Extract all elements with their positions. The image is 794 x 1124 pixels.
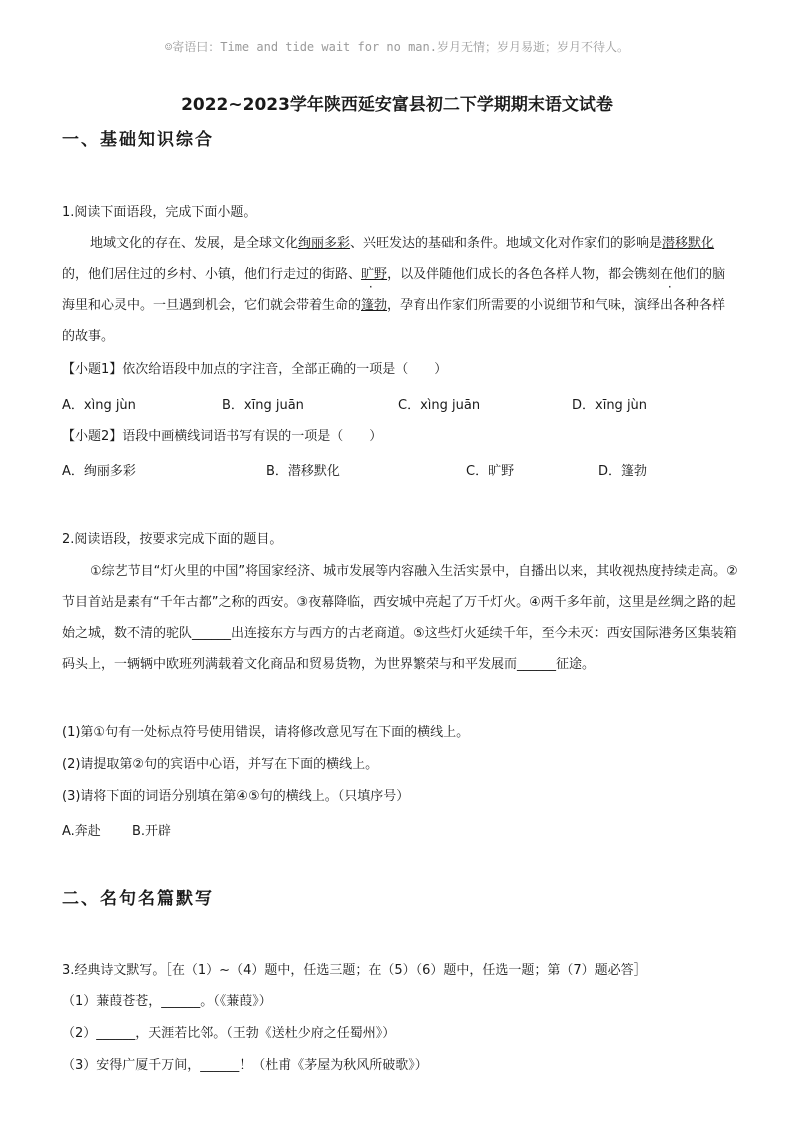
q1-sub1-option-b[interactable]: B．xīng juān bbox=[222, 398, 304, 413]
underlined-word-1: 绚丽多彩 bbox=[298, 236, 351, 251]
q1-sub1: 【小题1】依次给语段中加点的字注音，全部正确的一项是（ ） bbox=[62, 362, 448, 377]
underlined-word-3: 旷野 bbox=[361, 267, 388, 282]
q3-line-1: （1）蒹葭苍苍，______。（《蒹葭》） bbox=[62, 994, 272, 1009]
q1-intro: 1.阅读下面语段，完成下面小题。 bbox=[62, 205, 257, 220]
q1-sub2-option-b[interactable]: B．潜移默化 bbox=[266, 464, 340, 479]
q1-sub1-option-d[interactable]: D．xīng jùn bbox=[572, 398, 648, 413]
q1-sub1-option-a[interactable]: A．xìng jùn bbox=[62, 398, 136, 413]
page-title: 2022~2023学年陕西延安富县初二下学期期末语文试卷 bbox=[181, 95, 613, 115]
q2-sub3: (3)请将下面的词语分别填在第④⑤句的横线上。（只填序号） bbox=[62, 789, 410, 804]
q1-sub1-option-c[interactable]: C．xìng juān bbox=[398, 398, 481, 413]
underlined-word-4: 篷勃 bbox=[361, 298, 388, 313]
q3-line-2: （2）______，天涯若比邻。（王勃《送杜少府之任蜀州》） bbox=[62, 1026, 396, 1041]
q2-passage: ①综艺节目“灯火里的中国”将国家经济、城市发展等内容融入生活实景中，自播出以来，其收视热度持续走高。②节目首站是素有“千年古都”之称的西安。③夜幕降临，西安城中亮起了万千灯火。④两千多年前，这里是丝绸之路的起始之城，数不清的驼队______出连接东方与西方的古老商道。⑤这些灯火延续千年，至今未灭：西安国际港务区集装箱码头上，一辆辆中欧班列满载着文化商品和贸易货物，为世界繁荣与和平发展而______征途。 bbox=[62, 564, 738, 672]
q3-intro: 3.经典诗文默写。［在（1）~（4）题中，任选三题；在（5）（6）题中，任选一题；第（7）题必答］ bbox=[62, 963, 647, 978]
q3-line-3: （3）安得广厦千万间，______！（杜甫《茅屋为秋风所破歌》） bbox=[62, 1058, 428, 1073]
q1-passage: 地域文化的存在、发展，是全球文化绚丽多彩、兴旺发达的基础和条件。地域文化对作家们的影响是潜移默化的，他们居住过的乡村、小镇，他们行走过的街路 ·、旷野，以及伴随他们成长的各色各样人物，都会镌 ·刻在他们的脑海里和心灵中。一旦遇到机会，它们就会带着生命的篷勃，孕育出作家们所需要的小说细节和气味，演绎出各种各样的故事。 bbox=[62, 228, 738, 352]
q1-sub2-option-d[interactable]: D．篷勃 bbox=[598, 464, 648, 479]
q1-sub2-option-c[interactable]: C．旷野 bbox=[466, 464, 515, 479]
header-motto: ☺寄语曰：Time and tide wait for no man.岁月无情；岁月易逝；岁月不待人。 bbox=[165, 40, 629, 54]
q2-intro: 2.阅读语段，按要求完成下面的题目。 bbox=[62, 532, 283, 547]
q1-sub2-option-a[interactable]: A．绚丽多彩 bbox=[62, 464, 136, 479]
underlined-word-2: 潜移默化 bbox=[662, 236, 715, 251]
q1-sub2: 【小题2】语段中画横线词语书写有误的一项是（ ） bbox=[62, 429, 383, 444]
q2-choice-a: A.奔赴 bbox=[62, 824, 101, 839]
q2-choice-b: B.开辟 bbox=[132, 824, 172, 839]
q2-sub2: (2)请提取第②句的宾语中心语，并写在下面的横线上。 bbox=[62, 757, 379, 772]
section-heading-2: 二、名句名篇默写 bbox=[62, 889, 214, 909]
dotted-char-2: 镌 · bbox=[634, 267, 647, 282]
q2-sub1: (1)第①句有一处标点符号使用错误，请将修改意见写在下面的横线上。 bbox=[62, 725, 470, 740]
dotted-char-1: 路 · bbox=[335, 267, 348, 282]
section-heading-1: 一、基础知识综合 bbox=[62, 130, 214, 150]
